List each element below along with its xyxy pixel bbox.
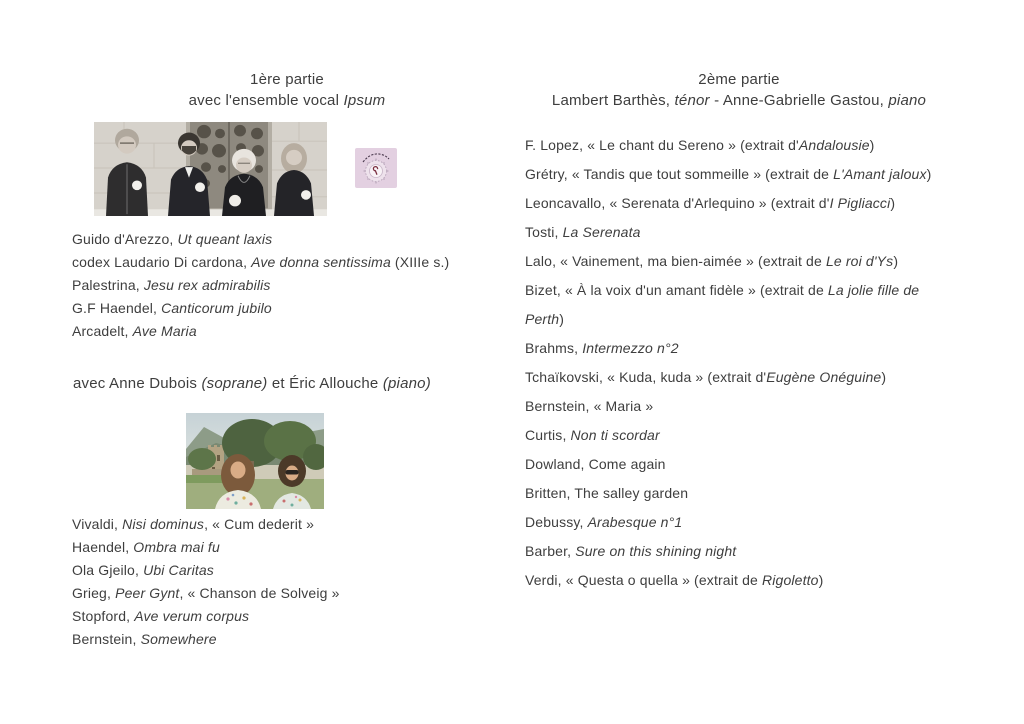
program-text: Vivaldi, — [72, 516, 123, 532]
first-part-subtitle — [70, 90, 504, 111]
program-text: Debussy, — [525, 514, 588, 530]
program-text: Britten, The salley garden — [525, 485, 689, 501]
program-line — [525, 218, 985, 247]
program-text: G.F Haendel, — [72, 300, 162, 316]
work-title-text: Arabesque n°1 — [587, 514, 683, 530]
program-text: Dowland, Come again — [525, 456, 666, 472]
program-text: , « Chanson de Solveig » — [179, 585, 340, 601]
program-text: Bizet, « À la voix d'un amant fidèle » (extrait de — [525, 282, 828, 298]
program-text: Bernstein, « Maria » — [525, 398, 654, 414]
second-part-header — [520, 69, 958, 111]
program-text: - Anne-Gabrielle Gastou, — [709, 92, 889, 109]
work-title-text: piano — [888, 92, 927, 109]
soloists-photo — [186, 413, 324, 509]
work-title-text: Somewhere — [140, 631, 217, 647]
program-line — [72, 228, 512, 251]
program-text: ) — [818, 572, 824, 588]
program-line — [525, 566, 985, 595]
work-title-text: Le roi d'Ys — [825, 253, 894, 269]
program-text: F. Lopez, « Le chant du Sereno » (extrait d' — [525, 137, 799, 153]
program-text: Arcadelt, — [72, 323, 133, 339]
work-title-text: Ut queant laxis — [177, 231, 273, 247]
program-line — [525, 450, 985, 479]
work-title-text: Jesu rex admirabilis — [143, 277, 271, 293]
program-text: Haendel, — [72, 539, 134, 555]
ensemble-program-list — [72, 228, 512, 343]
work-title-text: Intermezzo n°2 — [582, 340, 679, 356]
program-line — [525, 131, 985, 160]
work-title-text: La jolie fille de — [827, 282, 920, 298]
program-text: codex Laudario Di cardona, — [72, 254, 252, 270]
second-part-program-list — [525, 131, 985, 595]
program-text: Grétry, « Tandis que tout sommeille » (extrait de — [525, 166, 834, 182]
work-title-text: Perth — [525, 311, 560, 327]
work-title-text: Ipsum — [343, 92, 386, 109]
program-text: ) — [881, 369, 887, 385]
program-text: Curtis, — [525, 427, 571, 443]
program-text: Ola Gjeilo, — [72, 562, 144, 578]
program-text: Lambert Barthès, — [551, 92, 675, 109]
work-title-text: Ave donna sentissima — [251, 254, 391, 270]
work-title-text: Ave Maria — [132, 323, 197, 339]
work-title-text: Rigoletto — [762, 572, 819, 588]
program-text: Barber, — [525, 543, 576, 559]
program-line — [525, 537, 985, 566]
program-text: (XIIIe s.) — [390, 254, 450, 270]
second-part-subtitle — [520, 90, 958, 111]
program-line — [525, 334, 985, 363]
program-line — [72, 536, 512, 559]
work-title-text: Ombra mai fu — [133, 539, 220, 555]
program-text: Grieg, — [72, 585, 116, 601]
program-text: ) — [869, 137, 875, 153]
program-text: ) — [559, 311, 565, 327]
program-line — [72, 513, 512, 536]
work-title-text: Eugène Onéguine — [766, 369, 882, 385]
program-text: Bernstein, — [72, 631, 141, 647]
program-line — [72, 582, 512, 605]
program-text: avec Anne Dubois — [73, 375, 202, 392]
ensemble-vocal-photo-graphic — [94, 122, 327, 216]
work-title-text: Andalousie — [798, 137, 870, 153]
program-line — [525, 479, 985, 508]
work-title-text: Nisi dominus — [122, 516, 205, 532]
work-title-text: Canticorum jubilo — [161, 300, 272, 316]
program-line — [72, 297, 512, 320]
program-text: Tchaïkovski, « Kuda, kuda » (extrait d' — [525, 369, 767, 385]
program-text: , « Cum dederit » — [204, 516, 315, 532]
program-text: et Éric Allouche — [267, 375, 383, 392]
first-part-title: 1ère partie — [250, 71, 324, 88]
work-title-text: (soprane) — [201, 375, 268, 392]
program-line — [72, 320, 512, 343]
program-text: Leoncavallo, « Serenata d'Arlequino » (extrait d' — [525, 195, 830, 211]
second-part-title: 2ème partie — [698, 71, 780, 88]
program-line — [525, 392, 985, 421]
program-text: ) — [893, 253, 899, 269]
program-text: Lalo, « Vainement, ma bien-aimée » (extrait de — [525, 253, 826, 269]
program-text: Brahms, — [525, 340, 583, 356]
program-line — [72, 251, 512, 274]
program-line — [525, 363, 985, 392]
program-line — [525, 247, 985, 276]
ensemble-vocal-photo — [94, 122, 327, 216]
program-line — [72, 628, 512, 651]
work-title-text: (piano) — [382, 375, 431, 392]
program-line — [525, 276, 985, 334]
program-text: ) — [926, 166, 932, 182]
work-title-text: La Serenata — [562, 224, 641, 240]
soloists-program-list — [72, 513, 512, 651]
work-title-text: Sure on this shining night — [575, 543, 737, 559]
program-line — [525, 160, 985, 189]
work-title-text: Ave verum corpus — [134, 608, 250, 624]
work-title-text: Ubi Caritas — [143, 562, 214, 578]
work-title-text: Non ti scordar — [570, 427, 660, 443]
ensemble-logo-graphic — [355, 148, 397, 188]
program-line — [525, 421, 985, 450]
work-title-text: L'Amant jaloux — [833, 166, 927, 182]
program-text: ) — [890, 195, 896, 211]
program-line — [525, 189, 985, 218]
work-title-text: Peer Gynt — [115, 585, 180, 601]
ensemble-logo-icon — [355, 148, 397, 188]
program-text: Stopford, — [72, 608, 135, 624]
program-text: Tosti, — [525, 224, 563, 240]
program-text: avec l'ensemble vocal — [188, 92, 344, 109]
soloists-photo-graphic — [186, 413, 324, 509]
program-text: Palestrina, — [72, 277, 144, 293]
program-text: Guido d'Arezzo, — [72, 231, 178, 247]
program-line — [72, 605, 512, 628]
work-title-text: I Pigliacci — [829, 195, 891, 211]
work-title-text: ténor — [674, 92, 710, 109]
program-line — [72, 274, 512, 297]
soloists-caption — [73, 375, 431, 392]
program-line — [72, 559, 512, 582]
first-part-header — [70, 69, 504, 111]
program-line — [525, 508, 985, 537]
program-text: Verdi, « Questa o quella » (extrait de — [525, 572, 762, 588]
